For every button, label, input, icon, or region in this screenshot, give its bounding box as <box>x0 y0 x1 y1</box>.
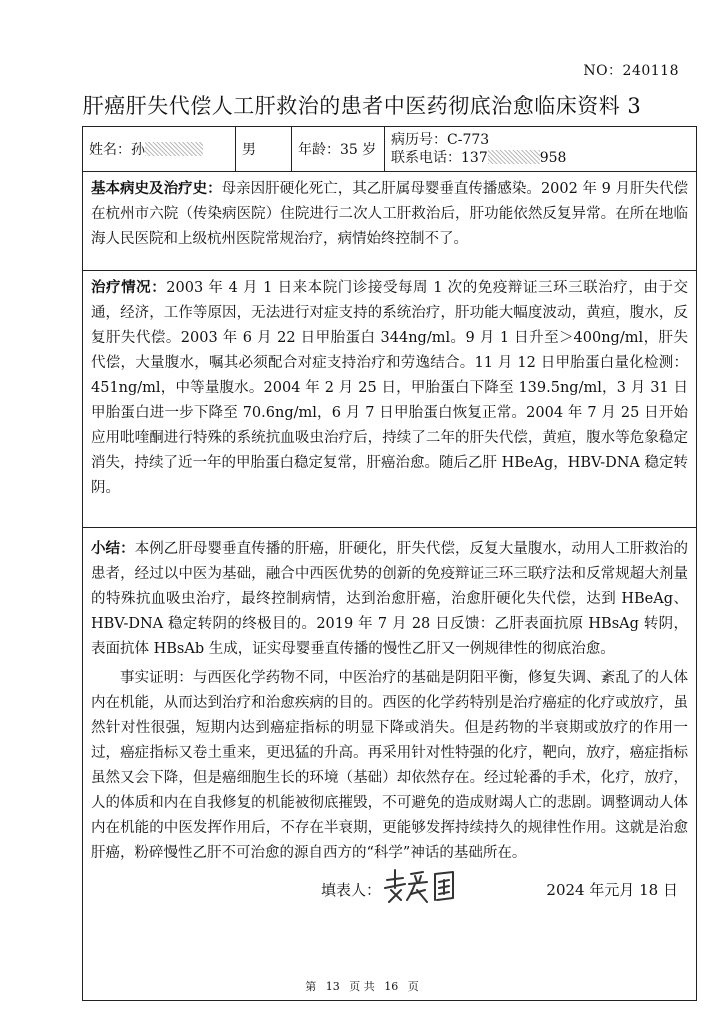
record-form <box>82 126 697 1001</box>
page-title: 肝癌肝失代偿人工肝救治的患者中医药彻底治愈临床资料 3 <box>82 94 642 118</box>
phone-number <box>391 149 566 167</box>
patient-name-cell <box>83 127 236 171</box>
patient-sex: 男 <box>236 127 292 171</box>
document-number: NO：240118 <box>583 63 679 79</box>
treatment-text: 2003 年 4 月 1 日来本院门诊接受每周 1 次的免疫辩证三环三联治疗，由于交通，经济，工作等原因，无法进行对症支持的系统治疗，肝功能大幅度波动，黄疸，腹水，反复肝失代偿。2003 年 6 月 22 日甲胎蛋白 344ng/ml。9 月 1 日升至＞400ng/ml，肝失代偿，大量腹水，嘱其必须配合对症支持治疗和劳逸结合。11 月 12 日甲胎蛋白量化检测：451ng/ml，中等量腹水。2004 年 2 月 25 日，甲胎蛋白下降至 139.5ng/ml，3 月 31 日甲胎蛋白进一步下降至 70.6ng/ml，6 月 7 日甲胎蛋白恢复正常。2004 年 7 月 25 日开始应用吡喹酮进行特殊的系统抗血吸虫治疗后，持续了二年的肝失代偿，黄疸，腹水等危象稳定消失，持续了近一年的甲胎蛋白稳定复常，肝癌治愈。随后乙肝 HBeAg，HBV-DNA 稳定转阴。 <box>91 280 688 496</box>
record-number: 病历号：C-773 <box>391 132 490 148</box>
patient-record-cell <box>385 127 696 171</box>
footer-suffix: 页 <box>407 980 419 993</box>
footer-prefix: 第 <box>305 980 317 993</box>
summary-paragraph <box>91 536 688 662</box>
treatment-label: 治疗情况： <box>91 279 167 296</box>
page-total: 16 <box>384 980 399 993</box>
patient-name: 姓名：孙 <box>89 142 145 158</box>
phone-suffix: 958 <box>539 150 567 166</box>
handwritten-signature <box>381 866 459 906</box>
history-label: 基本病史及治疗史： <box>91 180 222 197</box>
history-text: 母亲因肝硬化死亡，其乙肝属母婴垂直传播感染。2002 年 9 月肝失代偿在杭州市六院（传染病医院）住院进行二次人工肝救治后，肝功能依然反复异常。在所在地临海人民医院和上级杭州医院常规治疗，病情始终控制不了。 <box>91 181 689 247</box>
summary-text: 本例乙肝母婴垂直传播的肝癌，肝硬化，肝失代偿，反复大量腹水，动用人工肝救治的患者，经过以中医为基础，融合中西医优势的创新的免疫辩证三环三联疗法和反常规超大剂量的特殊抗血吸虫治疗，最终控制病情，达到治愈肝癌，治愈肝硬化失代偿，达到 HBeAg、HBV-DNA 稳定转阴的终极目的。2019 年 7 月 28 日反馈：乙肝表面抗原 HBsAg 转阴，表面抗体 HBsAb 生成，证实母婴垂直传播的慢性乙肝又一例规律性的彻底治愈。 <box>91 541 688 657</box>
summary-label: 小结： <box>91 540 135 557</box>
redaction-mask <box>488 150 540 164</box>
patient-age: 年龄：35 岁 <box>292 127 385 171</box>
footer-middle: 页 共 <box>349 980 375 993</box>
conclusion-paragraph: 事实证明：与西医化学药物不同，中医治疗的基础是阴阳平衡，修复失调、紊乱了的人体内在机能，从而达到治疗和治愈疾病的目的。西医的化学药特别是治疗癌症的化疗或放疗，虽然针对性很强，短期内达到癌症指标的明显下降或消失。但是药物的半衰期或放疗的作用一过，癌症指标又卷土重来，更迅猛的升高。再采用针对性特强的化疗，靶向，放疗，癌症指标虽然又会下降，但是癌细胞生长的环境（基础）却依然存在。经过轮番的手术，化疗，放疗，人的体质和内在自我修复的机能被彻底摧毁，不可避免的造成财竭人亡的悲剧。调整调动人体内在机能的中医发挥作用后，不存在半衰期，更能够发挥持续持久的规律性作用。这就是治愈肝癌，粉碎慢性乙肝不可治愈的源自西方的“科学”神话的基础所在。 <box>91 670 688 861</box>
phone-prefix: 联系电话：137 <box>391 150 488 166</box>
redaction-mask <box>145 142 203 156</box>
signature-row <box>91 872 688 912</box>
page-footer <box>0 978 724 994</box>
page-number: 13 <box>325 980 340 993</box>
history-section <box>83 172 696 271</box>
filler-label: 填表人： <box>321 881 382 899</box>
summary-section <box>83 528 696 1000</box>
patient-info-row <box>83 127 696 172</box>
fill-date: 2024 年元月 18 日 <box>546 881 678 899</box>
treatment-section <box>83 271 696 528</box>
